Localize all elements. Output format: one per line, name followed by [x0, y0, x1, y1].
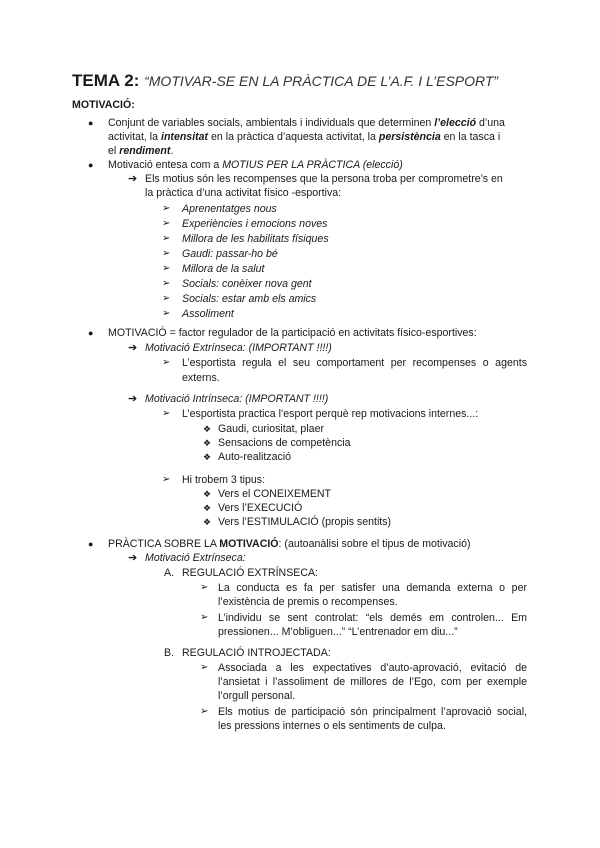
diamond-icon: ❖ — [203, 503, 212, 513]
motive-item: Aprenentatges nous — [182, 203, 277, 215]
title-prefix: TEMA 2: — [72, 71, 140, 90]
triangle-icon: ➢ — [162, 233, 171, 244]
b1-line3: el rendiment. — [108, 145, 174, 157]
intrinsic-label: Motivació Intrínseca: (IMPORTANT !!!!) — [145, 393, 329, 405]
triangle-icon: ➢ — [162, 293, 171, 304]
b3-line: MOTIVACIÓ = factor regulador de la participació en activitats físico-esportives: — [108, 327, 477, 339]
motive-item: Assoliment — [182, 308, 234, 320]
arrow-icon: ➔ — [128, 342, 138, 354]
triangle-icon: ➢ — [200, 612, 209, 623]
arrow-icon: ➔ — [128, 393, 138, 405]
b2-sub-line2: la pràctica d’una activitat físico -esportiva: — [145, 187, 342, 199]
intrinsic-text: L’esportista practica l’esport perquè rep motivacions internes...: — [182, 408, 479, 420]
triangle-icon: ➢ — [162, 357, 171, 368]
triangle-icon: ➢ — [200, 706, 209, 717]
b1-text-line1: Associada a les expectatives d’auto-aprovació, evitació de — [218, 662, 527, 674]
b1-line2: activitat, la intensitat en la pràctica d’aquesta activitat, la persistència en la tasca i — [108, 131, 501, 143]
bullet-icon: ● — [88, 539, 94, 549]
section-a-title: REGULACIÓ EXTRÍNSECA: — [182, 567, 318, 579]
triangle-icon: ➢ — [162, 278, 171, 289]
a1-line2: l’existència de premis o recompenses. — [218, 596, 398, 608]
b2-text-line2: les pressions internes o els sentiments de culpa. — [218, 720, 446, 732]
triangle-icon: ➢ — [162, 308, 171, 319]
a1-line1: La conducta es fa per satisfer una demanda externa o per — [218, 582, 527, 594]
a2-line2: pressionen... M’obliguen...” “L’entrenador em diu...” — [218, 626, 458, 638]
arrow-icon: ➔ — [128, 173, 138, 185]
diamond-icon: ❖ — [203, 452, 212, 462]
b1-text-line3: l’orgull personal. — [218, 690, 296, 702]
type-item: Vers el CONEIXEMENT — [218, 488, 332, 500]
motive-item: Experiències i emocions noves — [182, 218, 328, 230]
extrinsic-label: Motivació Extrínseca: (IMPORTANT !!!!) — [145, 342, 332, 354]
intrinsic-item: Sensacions de competència — [218, 437, 351, 449]
section-b-label: B. — [164, 647, 175, 659]
triangle-icon: ➢ — [162, 203, 171, 214]
bullet-icon: ● — [88, 118, 94, 128]
page-title — [72, 70, 498, 92]
b2-text-line1: Els motius de participació són principalment l’aprovació social, — [218, 706, 527, 718]
practice-extrinsic-label: Motivació Extrínseca: — [145, 552, 246, 564]
b2-line: Motivació entesa com a MOTIUS PER LA PRÀCTICA (elecció) — [108, 159, 403, 171]
triangle-icon: ➢ — [200, 662, 209, 673]
a2-line1: L’individu se sent controlat: “els demés em controlen... Em — [218, 612, 527, 624]
bullet-icon: ● — [88, 328, 94, 338]
diamond-icon: ❖ — [203, 438, 212, 448]
diamond-icon: ❖ — [203, 489, 212, 499]
section-a-label: A. — [164, 567, 175, 579]
extrinsic-text-line1: L’esportista regula el seu comportament per recompenses o agents — [182, 357, 527, 369]
motive-item: Socials: conèixer nova gent — [182, 278, 312, 290]
extrinsic-text-line2: externs. — [182, 372, 220, 384]
motive-item: Socials: estar amb els amics — [182, 293, 317, 305]
triangle-icon: ➢ — [200, 582, 209, 593]
triangle-icon: ➢ — [162, 248, 171, 259]
diamond-icon: ❖ — [203, 517, 212, 527]
b1-text-line2: l’ansietat i l’assoliment de millores de l’Ego, com per exemple — [218, 676, 527, 688]
section-heading: MOTIVACIÓ: — [72, 99, 135, 111]
motive-item: Millora de la salut — [182, 263, 265, 275]
triangle-icon: ➢ — [162, 408, 171, 419]
triangle-icon: ➢ — [162, 218, 171, 229]
motive-item: Millora de les habilitats físiques — [182, 233, 329, 245]
types-text: Hi trobem 3 tipus: — [182, 474, 266, 486]
section-b-title: REGULACIÓ INTROJECTADA: — [182, 647, 331, 659]
b4-line: PRÀCTICA SOBRE LA MOTIVACIÓ: (autoanàlisi sobre el tipus de motivació) — [108, 538, 471, 550]
triangle-icon: ➢ — [162, 263, 171, 274]
intrinsic-item: Auto-realització — [218, 451, 292, 463]
type-item: Vers l’EXECUCIÓ — [218, 502, 303, 514]
b1-line1: Conjunt de variables socials, ambientals i individuals que determinen l’elecció d’una — [108, 117, 505, 129]
type-item: Vers l’ESTIMULACIÓ (propis sentits) — [218, 516, 392, 528]
intrinsic-item: Gaudi, curiositat, plaer — [218, 423, 324, 435]
arrow-icon: ➔ — [128, 552, 138, 564]
motive-item: Gaudi: passar-ho bé — [182, 248, 278, 260]
bullet-icon: ● — [88, 160, 94, 170]
triangle-icon: ➢ — [162, 474, 171, 485]
diamond-icon: ❖ — [203, 424, 212, 434]
b2-sub-line1: Els motius són les recompenses que la persona troba per comprometre’s en — [145, 173, 503, 185]
title-quote: “MOTIVAR-SE EN LA PRÀCTICA DE L’A.F. I L’ESPORT” — [144, 73, 499, 89]
